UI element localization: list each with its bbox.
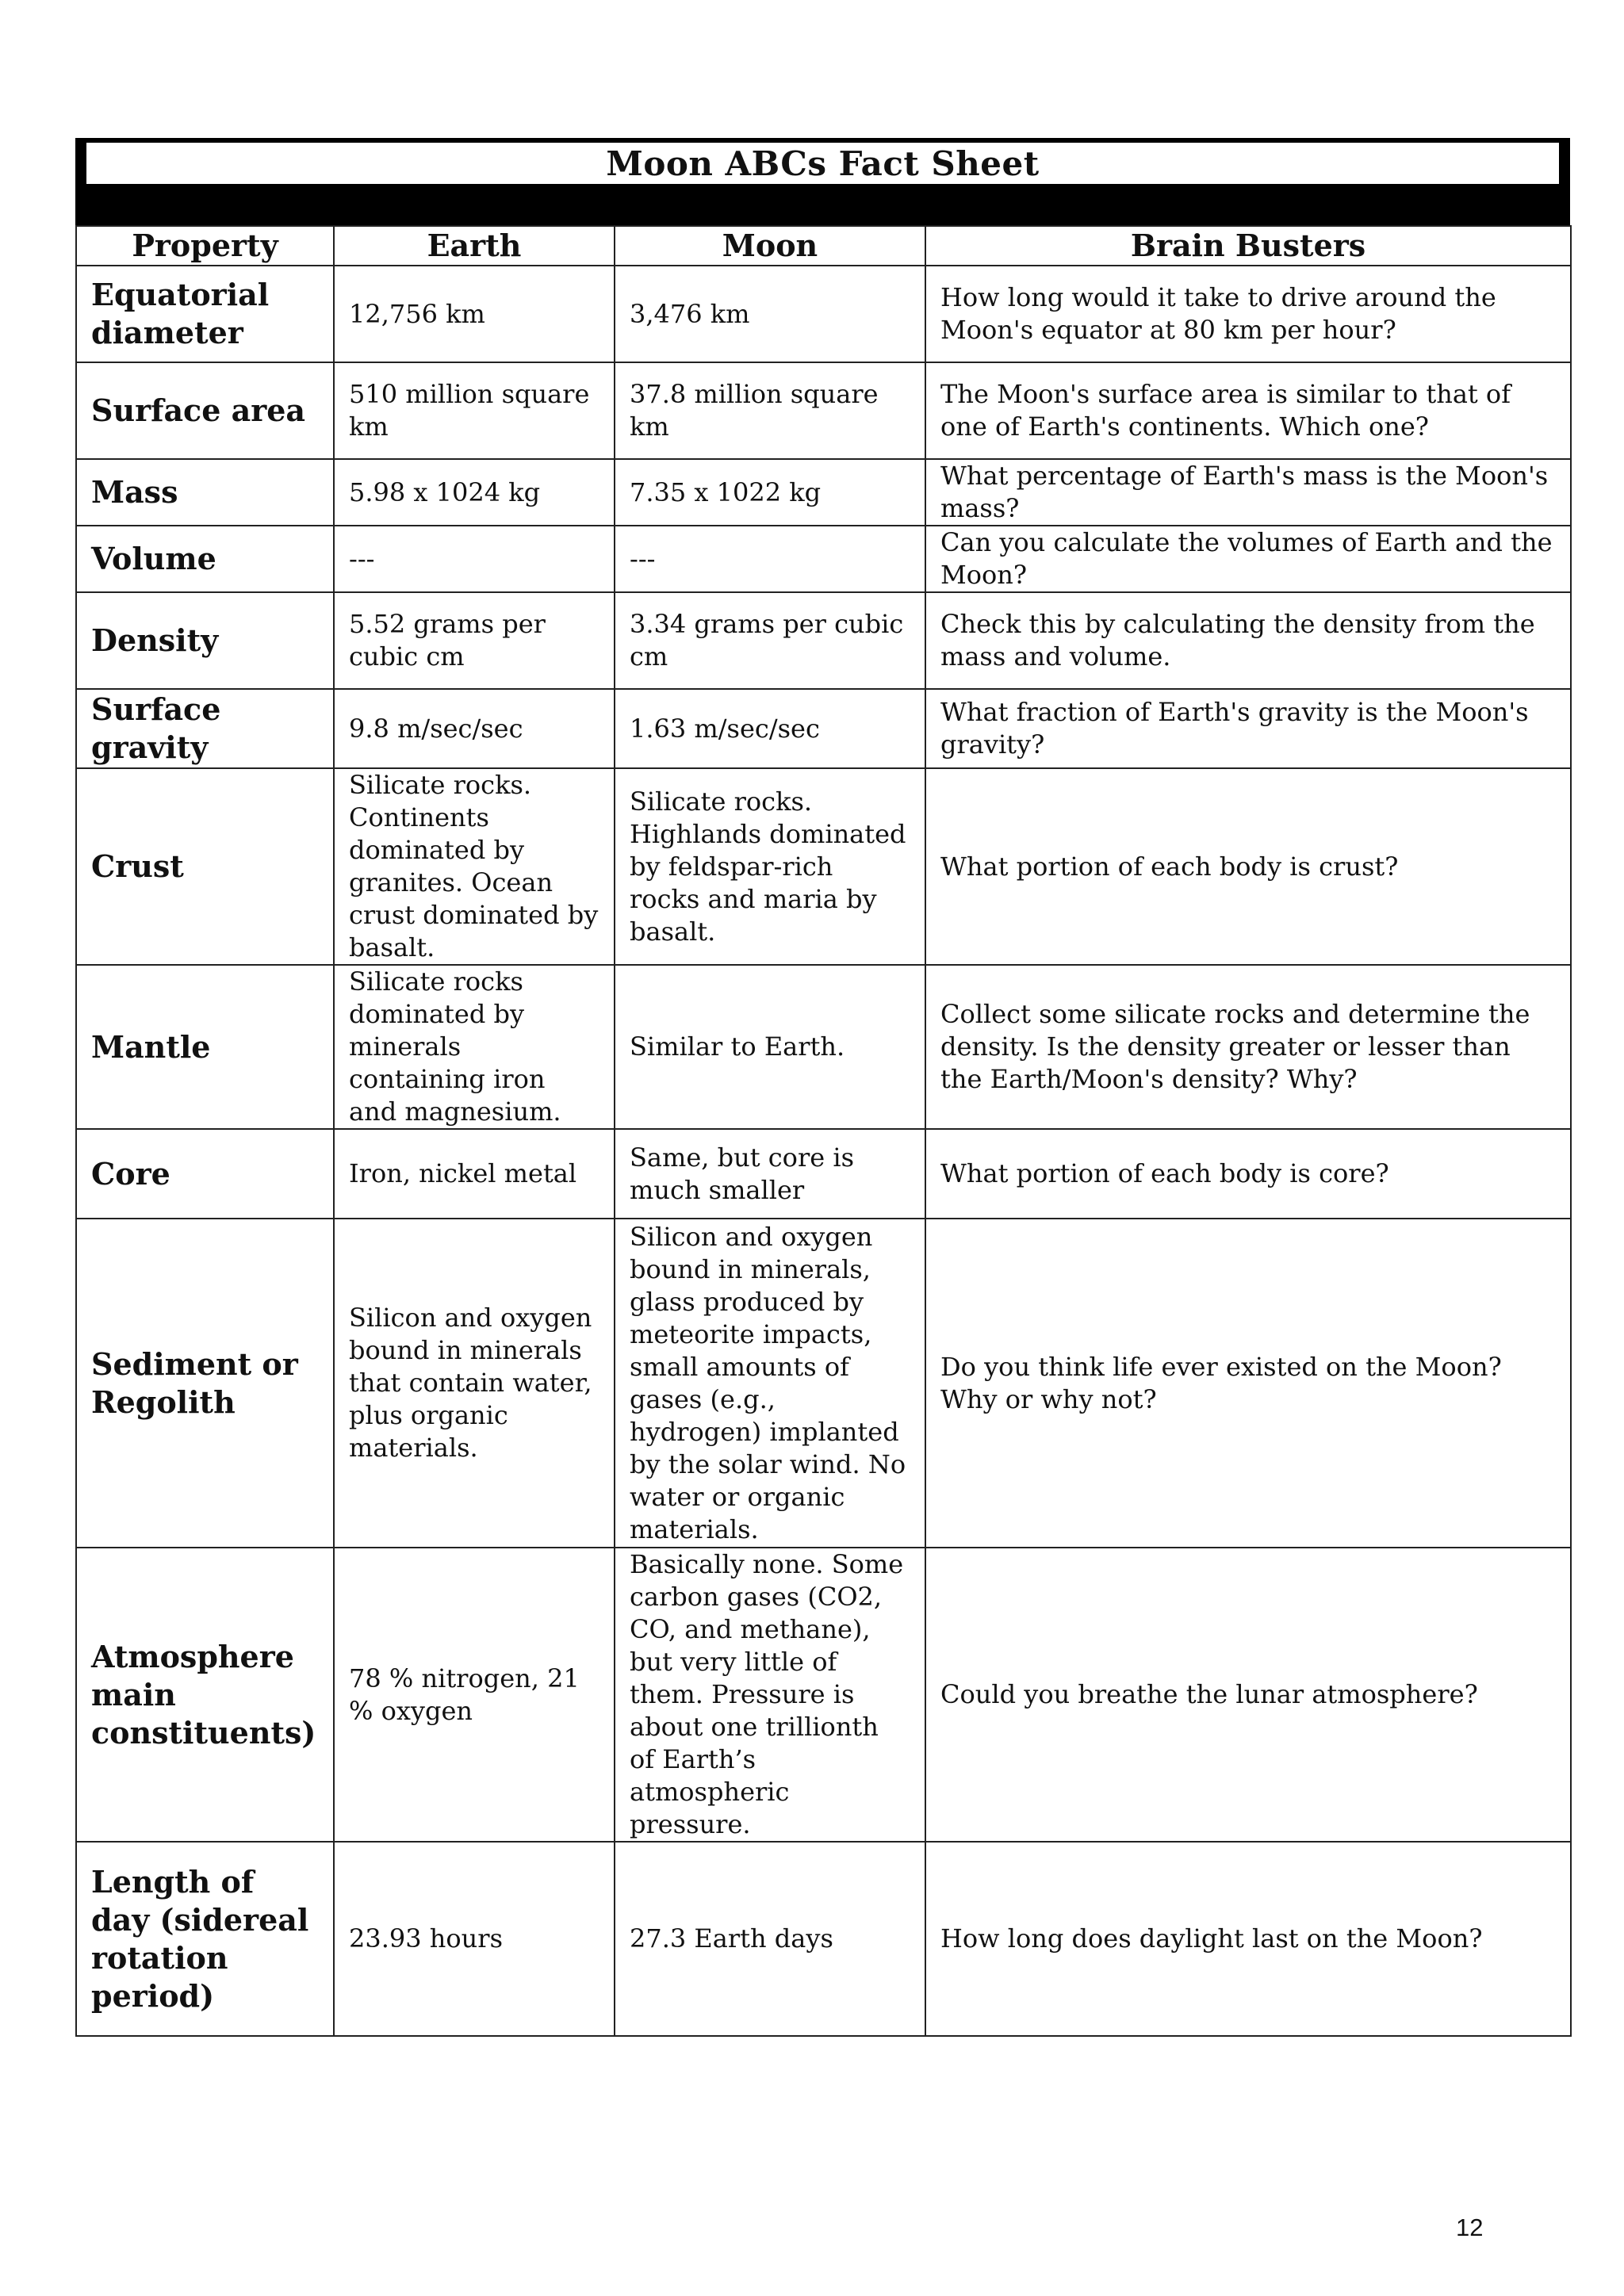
moon-cell: 7.35 x 1022 kg <box>615 459 925 526</box>
brain-buster-cell: What percentage of Earth's mass is the Moon's mass? <box>925 459 1571 526</box>
brain-buster-cell: Collect some silicate rocks and determine the density. Is the density greater or lesser than the Earth/Moon's density? Why? <box>925 965 1571 1129</box>
moon-cell: Silicon and oxygen bound in minerals, glass produced by meteorite impacts, small amounts of gases (e.g., hydrogen) implanted by the solar wind. No water or organic materials. <box>615 1219 925 1548</box>
table-row <box>76 965 1571 1129</box>
property-cell: Equatorial diameter <box>76 266 334 362</box>
header-row <box>76 226 1571 266</box>
earth-cell: 5.98 x 1024 kg <box>334 459 615 526</box>
title-banner <box>75 138 1570 225</box>
brain-buster-cell: The Moon's surface area is similar to that of one of Earth's continents. Which one? <box>925 362 1571 459</box>
property-cell: Atmosphere main constituents) <box>76 1548 334 1842</box>
brain-buster-cell: Check this by calculating the density from the mass and volume. <box>925 592 1571 689</box>
earth-cell: --- <box>334 526 615 592</box>
table-row <box>76 362 1571 459</box>
moon-cell: 3,476 km <box>615 266 925 362</box>
table-row <box>76 1219 1571 1548</box>
brain-buster-cell: How long does daylight last on the Moon? <box>925 1842 1571 2036</box>
table-row <box>76 592 1571 689</box>
moon-cell: Similar to Earth. <box>615 965 925 1129</box>
property-cell: Volume <box>76 526 334 592</box>
header-brain-busters: Brain Busters <box>925 226 1571 266</box>
earth-cell: Iron, nickel metal <box>334 1129 615 1219</box>
moon-cell: Silicate rocks. Highlands dominated by feldspar-rich rocks and maria by basalt. <box>615 768 925 965</box>
header-moon: Moon <box>615 226 925 266</box>
table-row <box>76 689 1571 768</box>
property-cell: Core <box>76 1129 334 1219</box>
moon-cell: 37.8 million square km <box>615 362 925 459</box>
brain-buster-cell: What fraction of Earth's gravity is the Moon's gravity? <box>925 689 1571 768</box>
property-cell: Crust <box>76 768 334 965</box>
moon-cell: Basically none. Some carbon gases (CO2, CO, and methane), but very little of them. Pressure is about one trillionth of Earth’s atmospheric pressure. <box>615 1548 925 1842</box>
property-cell: Surface gravity <box>76 689 334 768</box>
table-row <box>76 459 1571 526</box>
moon-cell: Same, but core is much smaller <box>615 1129 925 1219</box>
table-row <box>76 526 1571 592</box>
table-row <box>76 1548 1571 1842</box>
brain-buster-cell: How long would it take to drive around the Moon's equator at 80 km per hour? <box>925 266 1571 362</box>
property-cell: Surface area <box>76 362 334 459</box>
moon-cell: --- <box>615 526 925 592</box>
property-cell: Sediment or Regolith <box>76 1219 334 1548</box>
earth-cell: 23.93 hours <box>334 1842 615 2036</box>
brain-buster-cell: What portion of each body is crust? <box>925 768 1571 965</box>
earth-cell: Silicon and oxygen bound in minerals that contain water, plus organic materials. <box>334 1219 615 1548</box>
header-earth: Earth <box>334 226 615 266</box>
property-cell: Length of day (sidereal rotation period) <box>76 1842 334 2036</box>
moon-cell: 1.63 m/sec/sec <box>615 689 925 768</box>
earth-cell: 510 million square km <box>334 362 615 459</box>
brain-buster-cell: Can you calculate the volumes of Earth and the Moon? <box>925 526 1571 592</box>
property-cell: Mantle <box>76 965 334 1129</box>
header-property: Property <box>76 226 334 266</box>
earth-cell: 9.8 m/sec/sec <box>334 689 615 768</box>
brain-buster-cell: Could you breathe the lunar atmosphere? <box>925 1548 1571 1842</box>
moon-cell: 3.34 grams per cubic cm <box>615 592 925 689</box>
earth-cell: 5.52 grams per cubic cm <box>334 592 615 689</box>
table-row <box>76 1842 1571 2036</box>
property-cell: Mass <box>76 459 334 526</box>
table-row <box>76 1129 1571 1219</box>
page-number: 12 <box>1456 2214 1484 2241</box>
table-row <box>76 768 1571 965</box>
earth-cell: 12,756 km <box>334 266 615 362</box>
brain-buster-cell: What portion of each body is core? <box>925 1129 1571 1219</box>
earth-cell: Silicate rocks. Continents dominated by granites. Ocean crust dominated by basalt. <box>334 768 615 965</box>
earth-cell: 78 % nitrogen, 21 % oxygen <box>334 1548 615 1842</box>
fact-table <box>75 225 1572 2037</box>
table-row <box>76 266 1571 362</box>
earth-cell: Silicate rocks dominated by minerals containing iron and magnesium. <box>334 965 615 1129</box>
fact-sheet <box>75 138 1570 2037</box>
moon-cell: 27.3 Earth days <box>615 1842 925 2036</box>
property-cell: Density <box>76 592 334 689</box>
brain-buster-cell: Do you think life ever existed on the Moon? Why or why not? <box>925 1219 1571 1548</box>
sheet-title: Moon ABCs Fact Sheet <box>86 143 1559 184</box>
